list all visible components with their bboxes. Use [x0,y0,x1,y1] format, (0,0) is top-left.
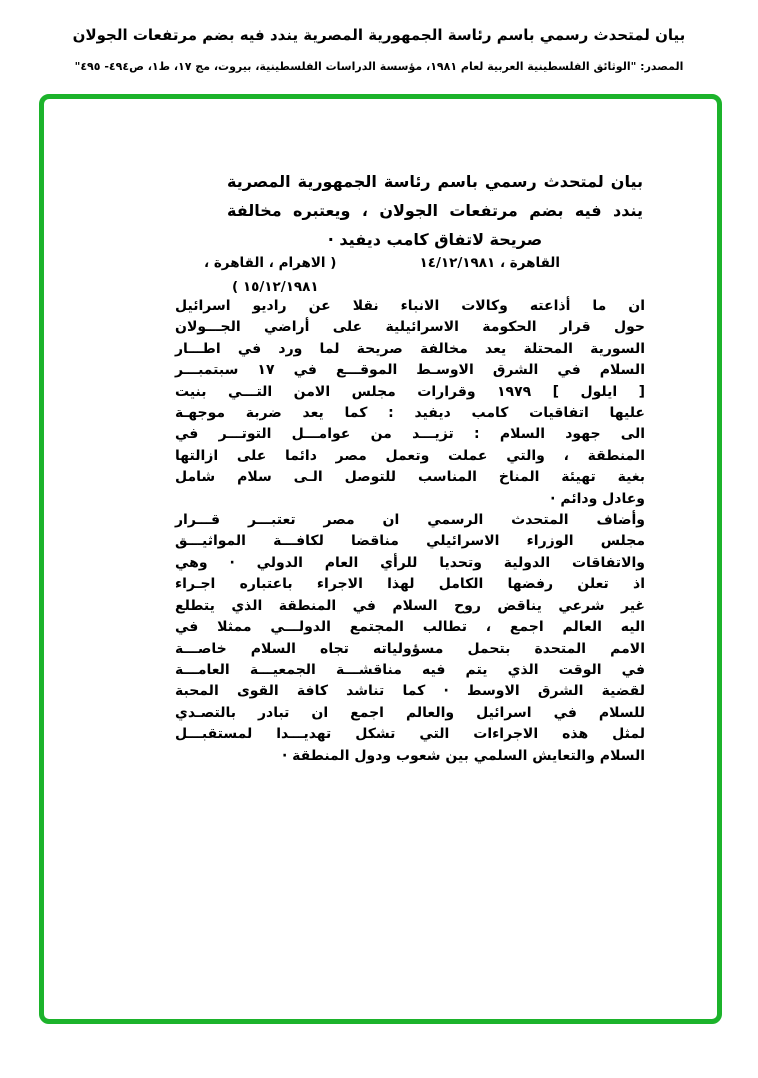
dateline-citation-line1: ( الاهرام ، القاهرة ، [204,255,337,271]
body-line: السلام في الشرق الاوسـط الموقـــع في ١٧ سبتمبـــر [175,362,645,379]
page-title: بيان لمتحدث رسمي باسم رئاسة الجمهورية المصرية يندد فيه بضم مرتفعات الجولان [72,26,686,44]
body-line: للسلام في اسرائيل والعالم اجمع ان تبادر بالتصـدي [175,704,645,721]
dateline-place-date: القاهرة ، ١٤/١٢/١٩٨١ [419,255,560,271]
document-body [175,296,645,767]
source-citation: المصدر: "الوثائق الفلسطينية العربية لعام ١٩٨١، مؤسسة الدراسات الفلسطينية، بيروت، مج ١٧، ط١، ص٤٩٤- ٤٩٥" [74,60,684,73]
body-line: عليها اتفاقيات كامب ديفيد : كما يعد ضربة موجهـة [175,405,645,422]
body-line: لمثل هذه الاجراءات التي تشكل تهديـــدا لمستقبـــل [175,726,645,743]
heading-line: بيان لمتحدث رسمي باسم رئاسة الجمهورية المصرية [227,172,643,191]
body-line: بغية تهيئة المناخ المناسب للتوصل الـى سلام شامل [175,469,645,486]
paragraph-1 [175,296,645,510]
body-line: وأضاف المتحدث الرسمي ان مصر تعتبـــر قـــرار [175,512,645,529]
body-line: وعادل ودائم · [550,490,645,507]
body-line: السورية المحتلة يعد مخالفة صريحة لما ورد في اطـــار [175,340,645,357]
body-line: غير شرعي يناقض روح السلام في المنطقة الذي يتطلع [175,597,645,614]
document-frame [39,94,722,1024]
document-heading [227,167,643,254]
body-line: في الوقت الذي يتم فيه مناقشـــة الجمعيـــة العامـــة [175,661,645,678]
body-line: لقضية الشرق الاوسط · كما تناشد كافة القوى المحبة [175,683,645,700]
body-line: حول قرار الحكومة الاسرائيلية على أراضي الجـــولان [175,319,645,336]
body-line: ان ما أذاعته وكالات الانباء نقلا عن راديو اسرائيل [175,298,645,314]
body-line: اذ تعلن رفضها الكامل لهذا الاجراء باعتباره اجـراء [175,576,645,593]
dateline [204,251,560,299]
heading-line: يندد فيه بضم مرتفعات الجولان ، ويعتبره مخالفة [227,201,643,220]
body-line: الى جهود السلام : تزيـــد من عوامـــل التوتـــر في [175,426,645,443]
body-line: المنطقة ، والتي عملت وتعمل مصر دائما على ازالتها [175,447,645,464]
dateline-citation-line2: ١٥/١٢/١٩٨١ ) [232,279,319,295]
paragraph-2 [175,510,645,767]
body-line: اليه العالم اجمع ، تطالب المجتمع الدولـــي ممثلا في [175,619,645,636]
body-line: والاتفاقات الدولية وتحديا للرأي العام الدولي · وهي [175,554,645,571]
dateline-row [204,251,560,275]
heading-line: صريحة لاتفاق كامب ديفيد · [327,230,543,249]
body-line: الامم المتحدة بتحمل مسؤولياته تجاه السلام خاصـــة [175,640,645,657]
scanned-document [44,99,717,1019]
body-line: [ ايلول ] ١٩٧٩ وقرارات مجلس الامن التـــي بنيت [175,383,645,400]
body-line: السلام والتعايش السلمي بين شعوب ودول المنطقة · [281,747,645,764]
body-line: مجلس الوزراء الاسرائيلي مناقضا لكافـــة المواثيـــق [175,533,645,550]
